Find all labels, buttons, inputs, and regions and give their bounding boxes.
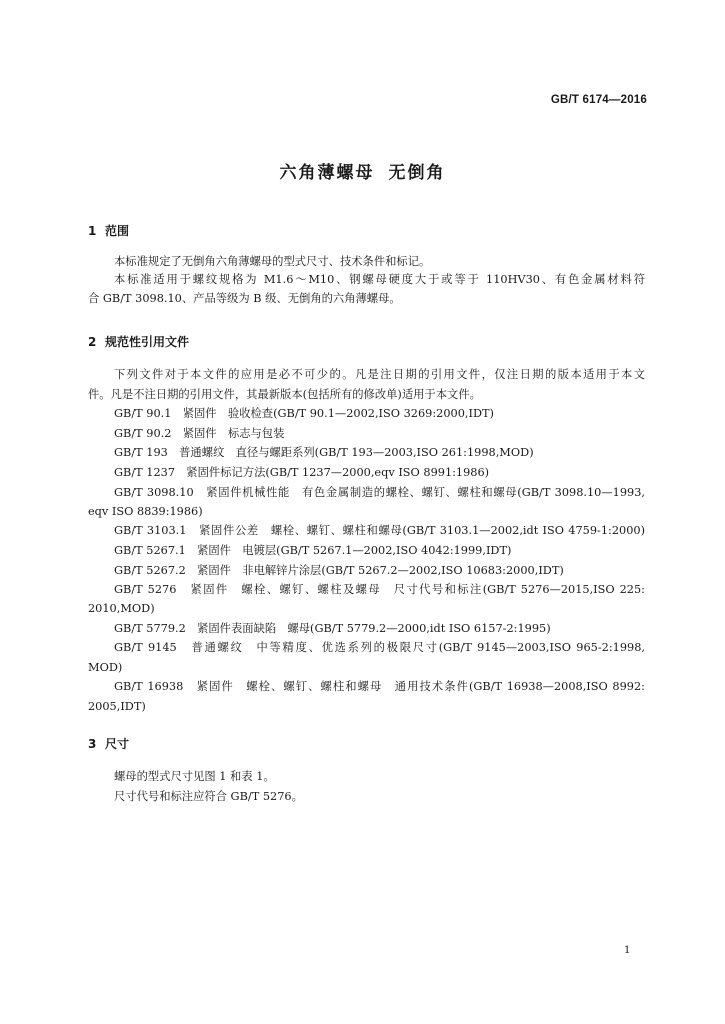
reference-item-continuation: MOD) xyxy=(88,661,123,674)
reference-item-continuation: 2010,MOD) xyxy=(88,602,155,615)
reference-item: GB/T 3098.10 紧固件机械性能 有色金属制造的螺栓、螺钉、螺柱和螺母(GB/T 3098.10—1993, xyxy=(114,486,645,499)
section-3-paragraph-1: 螺母的型式尺寸见图 1 和表 1。 xyxy=(114,770,275,783)
reference-item: GB/T 9145 普通螺纹 中等精度、优选系列的极限尺寸(GB/T 9145—2003,ISO 965-2:1998, xyxy=(114,641,645,654)
section-number: 1 xyxy=(88,224,97,238)
document-title xyxy=(0,158,725,183)
page-number: 1 xyxy=(624,945,631,956)
section-3-heading xyxy=(88,735,129,752)
title-part-2: 无倒角 xyxy=(388,163,446,183)
reference-item: GB/T 5276 紧固件 螺栓、螺钉、螺柱及螺母 尺寸代号和标注(GB/T 5276—2015,ISO 225: xyxy=(114,583,645,596)
standard-number: GB/T 6174—2016 xyxy=(550,94,647,106)
section-1-paragraph-2-line-2: 合 GB/T 3098.10、产品等级为 B 级、无倒角的六角薄螺母。 xyxy=(88,292,401,305)
reference-item-continuation: 2005,IDT) xyxy=(88,700,146,713)
section-2-intro-line-1: 下列文件对于本文件的应用是必不可少的。凡是注日期的引用文件，仅注日期的版本适用于本文 xyxy=(114,368,645,381)
section-1-paragraph-2-line-1: 本标准适用于螺纹规格为 M1.6～M10、钢螺母硬度大于或等于 110HV30、有色金属材料符 xyxy=(114,273,645,286)
section-title: 尺寸 xyxy=(105,737,130,751)
reference-item: GB/T 5267.2 紧固件 非电解锌片涂层(GB/T 5267.2—2002,ISO 10683:2000,IDT) xyxy=(114,564,564,577)
section-1-paragraph-1: 本标准规定了无倒角六角薄螺母的型式尺寸、技术条件和标记。 xyxy=(114,255,431,268)
section-2-intro-line-2: 件。凡是不注日期的引用文件，其最新版本(包括所有的修改单)适用于本文件。 xyxy=(88,388,481,401)
title-part-1: 六角薄螺母 xyxy=(279,163,375,183)
reference-item: GB/T 5779.2 紧固件表面缺陷 螺母(GB/T 5779.2—2000,idt ISO 6157-2:1995) xyxy=(114,622,551,635)
section-2-heading xyxy=(88,333,189,350)
reference-item: GB/T 90.1 紧固件 验收检查(GB/T 90.1—2002,ISO 3269:2000,IDT) xyxy=(114,407,494,420)
section-3-paragraph-2: 尺寸代号和标注应符合 GB/T 5276。 xyxy=(114,790,303,803)
section-title: 范围 xyxy=(105,224,130,238)
section-1-heading xyxy=(88,222,129,239)
reference-item: GB/T 193 普通螺纹 直径与螺距系列(GB/T 193—2003,ISO 261:1998,MOD) xyxy=(114,446,534,459)
reference-item: GB/T 1237 紧固件标记方法(GB/T 1237—2000,eqv ISO 8991:1986) xyxy=(114,466,490,479)
reference-item: GB/T 5267.1 紧固件 电镀层(GB/T 5267.1—2002,ISO 4042:1999,IDT) xyxy=(114,544,512,557)
reference-item: GB/T 3103.1 紧固件公差 螺栓、螺钉、螺柱和螺母(GB/T 3103.1—2002,idt ISO 4759-1:2000) xyxy=(114,524,645,537)
reference-item-continuation: eqv ISO 8839:1986) xyxy=(88,505,203,518)
section-number: 2 xyxy=(88,335,97,349)
reference-item: GB/T 16938 紧固件 螺栓、螺钉、螺柱和螺母 通用技术条件(GB/T 16938—2008,ISO 8992: xyxy=(114,680,645,693)
section-title: 规范性引用文件 xyxy=(105,335,190,349)
section-number: 3 xyxy=(88,737,97,751)
reference-item: GB/T 90.2 紧固件 标志与包装 xyxy=(114,427,285,440)
